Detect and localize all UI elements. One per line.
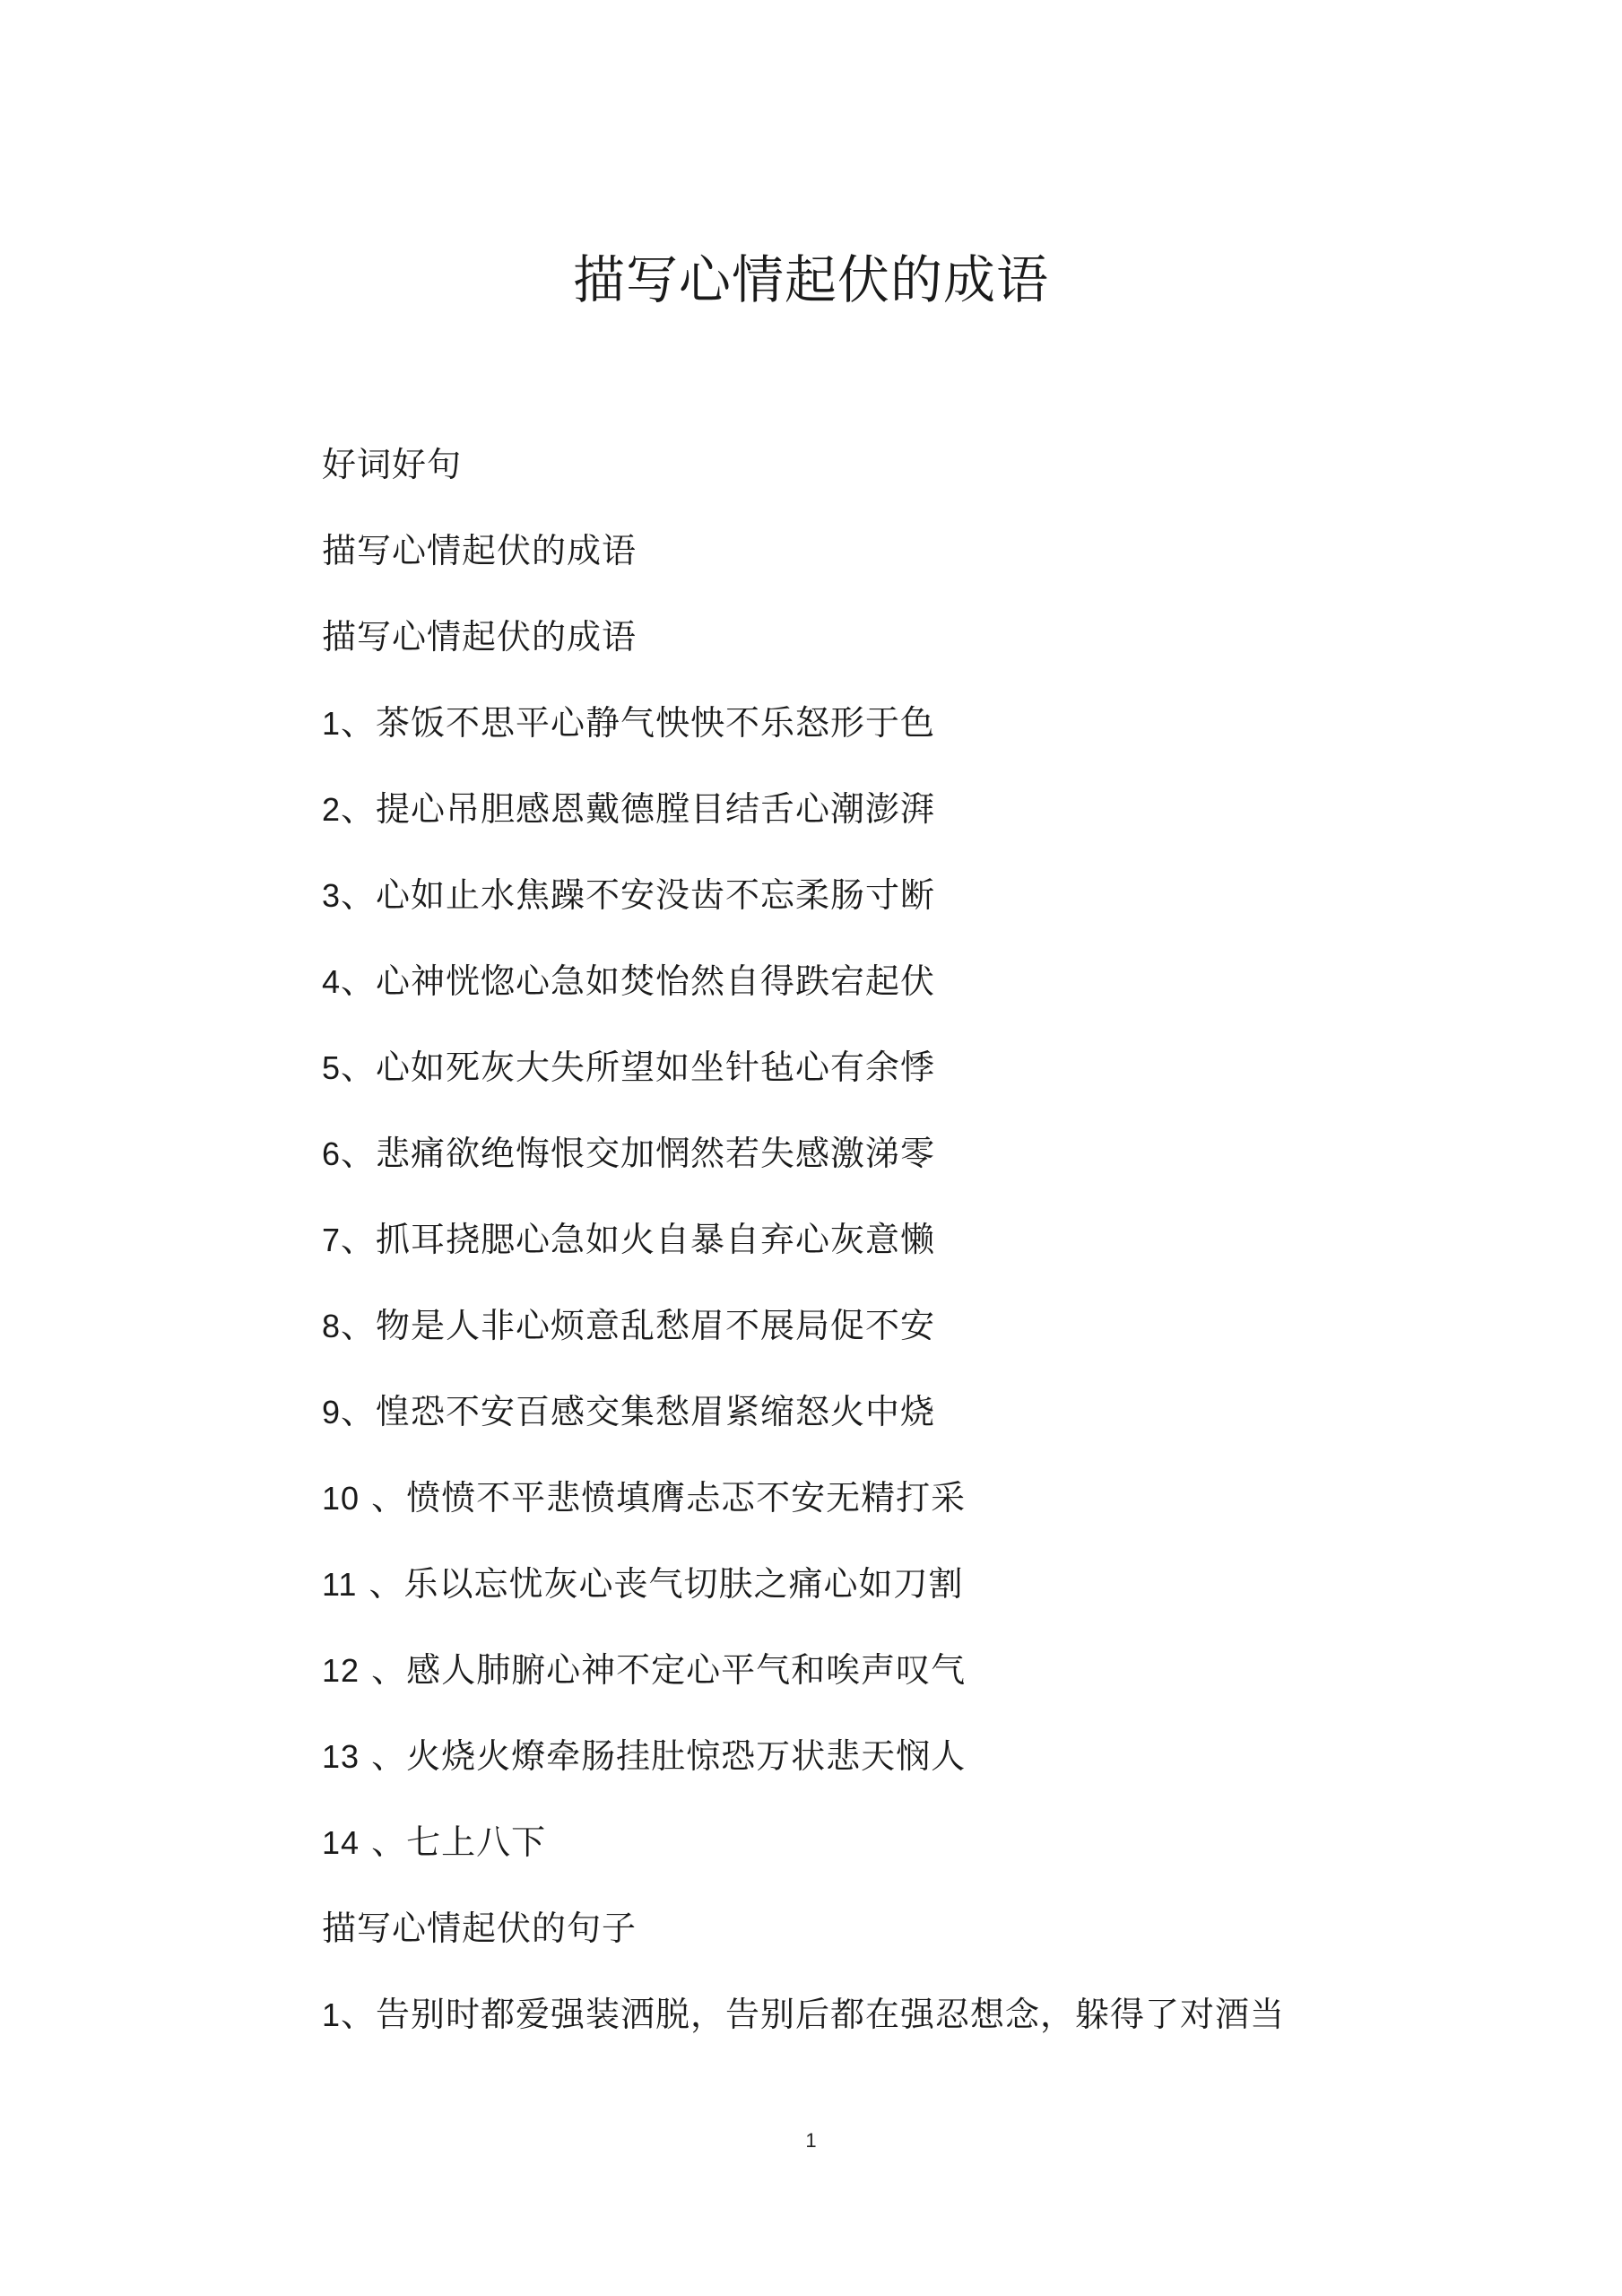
list-item xyxy=(322,1987,1488,2074)
text-line xyxy=(322,524,1488,610)
line-text: 、告别时都爱强装洒脱，告别后都在强忍想念，躲得了对酒当 xyxy=(341,1995,1286,2034)
list-item xyxy=(322,868,1488,954)
line-text: 、抓耳挠腮心急如火自暴自弃心灰意懒 xyxy=(341,1220,936,1259)
list-item xyxy=(322,1299,1488,1385)
line-number: 4 xyxy=(322,963,342,1000)
line-number: 9 xyxy=(322,1394,342,1431)
line-text: 、悲痛欲绝悔恨交加惘然若失感激涕零 xyxy=(341,1134,936,1173)
list-item xyxy=(322,1471,1488,1557)
line-text: 、惶恐不安百感交集愁眉紧缩怒火中烧 xyxy=(341,1392,936,1431)
line-number: 1 xyxy=(322,1996,342,2033)
list-item xyxy=(322,954,1488,1040)
page-number: 1 xyxy=(805,2129,817,2152)
list-item xyxy=(322,1815,1488,1901)
line-text: 、心如死灰大失所望如坐针毡心有余悸 xyxy=(341,1048,936,1087)
line-number: 6 xyxy=(322,1135,342,1172)
list-item xyxy=(322,782,1488,868)
line-number: 11 xyxy=(322,1566,358,1603)
list-item xyxy=(322,696,1488,782)
line-number: 10 xyxy=(322,1480,360,1517)
line-text: 、乐以忘忧灰心丧气切肤之痛心如刀割 xyxy=(357,1564,964,1604)
list-item xyxy=(322,1729,1488,1815)
line-number: 5 xyxy=(322,1049,342,1086)
line-number: 13 xyxy=(322,1738,360,1775)
line-text: 、火烧火燎牵肠挂肚惊恐万状悲天悯人 xyxy=(360,1736,967,1776)
line-text: 描写心情起伏的成语 xyxy=(322,531,638,570)
line-text: 、感人肺腑心神不定心平气和唉声叹气 xyxy=(360,1650,967,1690)
line-text: 、愤愤不平悲愤填膺忐忑不安无精打采 xyxy=(360,1478,967,1518)
list-item xyxy=(322,1040,1488,1126)
list-item xyxy=(322,1643,1488,1729)
line-text: 、物是人非心烦意乱愁眉不展局促不安 xyxy=(341,1306,936,1345)
line-number: 14 xyxy=(322,1824,360,1861)
line-text: 描写心情起伏的句子 xyxy=(322,1909,638,1948)
line-text: 、七上八下 xyxy=(360,1822,547,1862)
text-line xyxy=(322,610,1488,696)
document-body xyxy=(322,438,1488,2074)
line-text: 、心神恍惚心急如焚怡然自得跌宕起伏 xyxy=(341,961,936,1001)
line-number: 3 xyxy=(322,877,342,914)
line-text: 、茶饭不思平心静气怏怏不乐怒形于色 xyxy=(341,703,936,743)
section-heading xyxy=(322,1901,1488,1987)
document-title: 描写心情起伏的成语 xyxy=(572,249,1049,310)
list-item xyxy=(322,1557,1488,1643)
list-item xyxy=(322,1126,1488,1213)
line-text: 好词好句 xyxy=(322,445,463,484)
line-number: 8 xyxy=(322,1308,342,1344)
line-text: 描写心情起伏的成语 xyxy=(322,617,638,657)
line-text: 、提心吊胆感恩戴德膛目结舌心潮澎湃 xyxy=(341,789,936,829)
text-line xyxy=(322,438,1488,524)
line-text: 、心如止水焦躁不安没齿不忘柔肠寸断 xyxy=(341,875,936,915)
line-number: 2 xyxy=(322,791,342,828)
list-item xyxy=(322,1385,1488,1471)
line-number: 12 xyxy=(322,1652,360,1689)
line-number: 1 xyxy=(322,705,342,742)
list-item xyxy=(322,1213,1488,1299)
line-number: 7 xyxy=(322,1222,342,1258)
